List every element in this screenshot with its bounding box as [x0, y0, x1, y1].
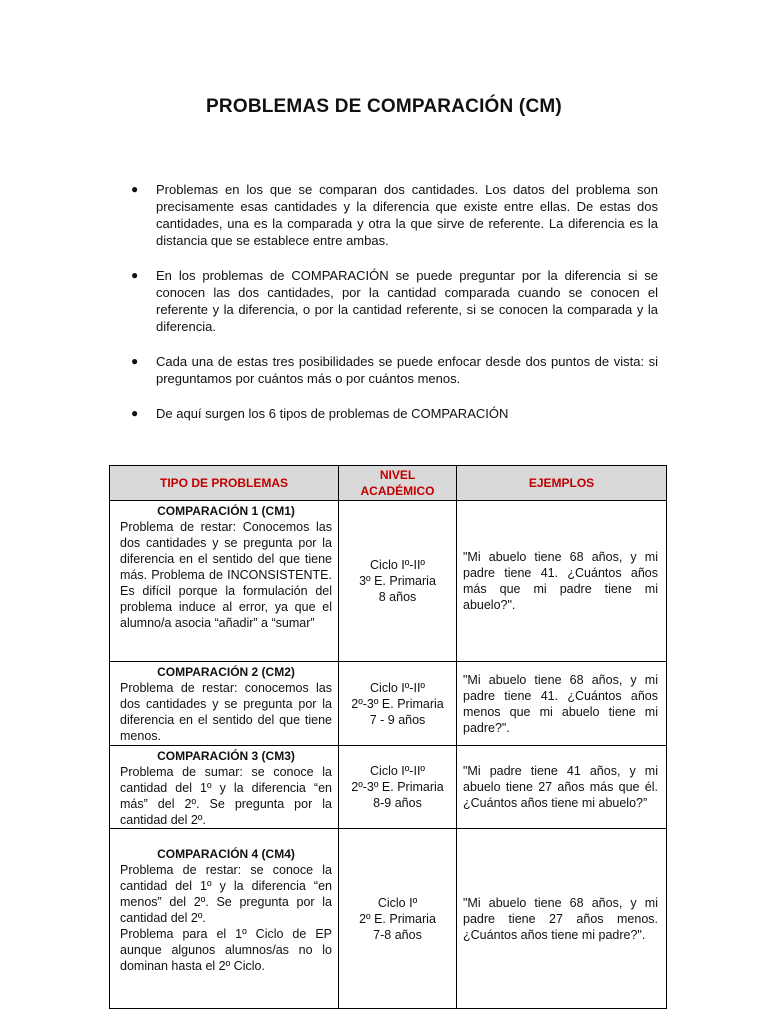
table-row: [110, 829, 667, 1009]
cm-extra-note: Problema para el 1º Ciclo de EP aunque algunos alumnos/as no lo dominan hasta el 2º Ciclo.: [120, 927, 332, 973]
nivel-curso: 2º-3º E. Primaria: [351, 780, 444, 794]
nivel-ciclo: Ciclo Iº-IIº: [370, 764, 425, 778]
nivel-edad: 8 años: [378, 590, 417, 604]
bullet-list: [128, 181, 658, 440]
cm-description: Problema de restar: Conocemos las dos cantidades y se pregunta por la diferencia en el sentido del que tiene más. Problema de INCONSISTENTE. Es difícil porque la formulación del problema induce al error, ya que el alumno/a asocia “añadir” a “sumar”: [120, 520, 332, 630]
nivel-cell: [339, 662, 457, 746]
nivel-curso: 3º E. Primaria: [359, 574, 436, 588]
ejemplo-cell: "Mi abuelo tiene 68 años, y mi padre tiene 41. ¿Cuántos años más que mi padre tiene mi abuelo?".: [457, 501, 667, 662]
header-ejemplos: EJEMPLOS: [457, 466, 667, 501]
bullet-item: [128, 405, 658, 422]
nivel-ciclo: Ciclo Iº-IIº: [370, 558, 425, 572]
nivel-cell: [339, 829, 457, 1009]
cm-description: Problema de restar: se conoce la cantidad del 1º y la diferencia “en menos” del 2º. Se pregunta por la cantidad del 2º.: [120, 863, 332, 925]
bullet-text: Cada una de estas tres posibilidades se puede enfocar desde dos puntos de vista: si preguntamos por cuántos más o por cuántos menos.: [156, 354, 658, 386]
cm-description: Problema de sumar: se conoce la cantidad del 1º y la diferencia “en más” del 2º. Se pregunta por la cantidad del 2º.: [120, 765, 332, 827]
bullet-dot-icon: ●: [131, 406, 139, 420]
comparison-table: [109, 465, 667, 1009]
bullet-item: [128, 181, 658, 249]
table-row: [110, 662, 667, 746]
table-header-row: [110, 466, 667, 501]
table-row: [110, 501, 667, 662]
nivel-cell: [339, 501, 457, 662]
cm-title: COMPARACIÓN 1 (CM1): [157, 504, 295, 518]
bullet-text: En los problemas de COMPARACIÓN se puede preguntar por la diferencia si se conocen las dos cantidades, por la cantidad comparada cuando se conocen el referente y la diferencia, o por la cantidad referente, si se conocen la comparada y la diferencia.: [156, 268, 658, 334]
nivel-edad: 7-8 años: [373, 927, 422, 942]
tipo-cell: [110, 829, 339, 1009]
ejemplo-cell: "Mi padre tiene 41 años, y mi abuelo tiene 27 años más que él. ¿Cuántos años tiene mi abuelo?”: [457, 746, 667, 829]
nivel-ciclo: Ciclo Iº: [377, 895, 418, 910]
tipo-cell: [110, 662, 339, 746]
nivel-edad: 7 - 9 años: [369, 712, 426, 727]
header-nivel: NIVEL ACADÉMICO: [339, 466, 457, 501]
bullet-text: Problemas en los que se comparan dos cantidades. Los datos del problema son precisamente esas cantidades y la diferencia que existe entre ellas. De estas dos cantidades, una es la comparada y otra la que sirve de referente. La diferencia es la distancia que se establece entre ambas.: [156, 182, 658, 248]
tipo-cell: [110, 501, 339, 662]
tipo-cell: [110, 746, 339, 829]
bullet-dot-icon: ●: [131, 268, 139, 282]
header-tipo: TIPO DE PROBLEMAS: [110, 466, 339, 501]
cm-title: COMPARACIÓN 4 (CM4): [157, 847, 295, 861]
cm-description: Problema de restar: conocemos las dos cantidades y se pregunta por la diferencia en el sentido del que tiene menos.: [120, 681, 332, 743]
nivel-curso: 2º E. Primaria: [359, 911, 436, 926]
ejemplo-cell: "Mi abuelo tiene 68 años, y mi padre tiene 41. ¿Cuántos años menos que mi abuelo tiene mi padre?".: [457, 662, 667, 746]
cm-title: COMPARACIÓN 2 (CM2): [157, 665, 295, 679]
bullet-dot-icon: ●: [131, 354, 139, 368]
bullet-item: [128, 353, 658, 387]
table-row: [110, 746, 667, 829]
bullet-dot-icon: ●: [131, 182, 139, 196]
nivel-edad: 8-9 años: [373, 796, 422, 810]
bullet-item: [128, 267, 658, 335]
nivel-cell: [339, 746, 457, 829]
page-title: PROBLEMAS DE COMPARACIÓN (CM): [206, 96, 562, 117]
bullet-text: De aquí surgen los 6 tipos de problemas de COMPARACIÓN: [156, 406, 509, 421]
nivel-curso: 2º-3º E. Primaria: [351, 696, 444, 711]
ejemplo-cell: "Mi abuelo tiene 68 años, y mi padre tiene 27 años menos. ¿Cuántos años tiene mi padre?".: [457, 829, 667, 1009]
cm-title: COMPARACIÓN 3 (CM3): [157, 749, 295, 763]
nivel-ciclo: Ciclo Iº-IIº: [370, 680, 425, 695]
